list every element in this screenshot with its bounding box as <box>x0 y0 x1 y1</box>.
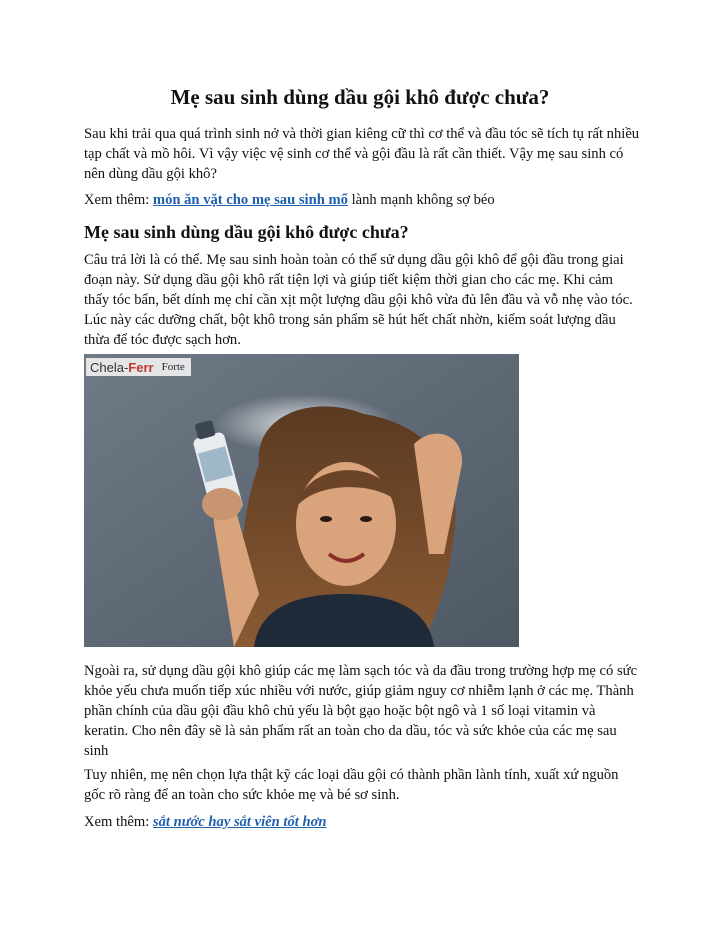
see-more-prefix: Xem thêm: <box>84 192 150 208</box>
intro-paragraph: Sau khi trải qua quá trình sinh nở và thời gian kiêng cữ thì cơ thể và đầu tóc sẽ tích tụ rất nhiều tạp chất và mồ hôi. Vì vậy việc vệ sinh cơ thể và gội đầu là rất cần thiết. Vậy mẹ sau sinh có nên dùng dầu gội khô? <box>84 126 640 182</box>
article-photo <box>84 354 519 647</box>
section-heading: Mẹ sau sinh dùng dầu gội khô được chưa? <box>84 222 409 242</box>
see-more-link-iron[interactable]: sắt nước hay sắt viên tốt hơn <box>152 814 327 830</box>
woman-spraying-dry-shampoo-image <box>84 354 519 647</box>
see-more-line-1 <box>84 190 640 210</box>
see-more-line-2 <box>84 812 640 832</box>
advice-paragraph: Tuy nhiên, mẹ nên chọn lựa thật kỹ các loại dầu gội có thành phần lành tính, xuất xứ nguồn gốc rõ ràng để an toàn cho sức khỏe mẹ và bé sơ sinh. <box>84 767 619 803</box>
see-more-prefix-2: Xem thêm: <box>84 814 150 830</box>
see-more-link-snacks[interactable]: món ăn vặt cho mẹ sau sinh mổ <box>152 192 348 208</box>
page-title: Mẹ sau sinh dùng dầu gội khô được chưa? <box>170 85 550 109</box>
see-more-suffix: lành mạnh không sợ béo <box>351 192 495 208</box>
benefits-paragraph: Ngoài ra, sử dụng dầu gội khô giúp các mẹ làm sạch tóc và da đầu trong trường hợp mẹ có sức khỏe yếu chưa muốn tiếp xúc nhiều với nước, giúp giảm nguy cơ nhiễm lạnh ở các mẹ. Thành phần chính của dầu gội đầu khô chủ yếu là bột gạo hoặc bột ngô và 1 số loại vitamin và keratin. Cho nên đây sẽ là sản phẩm rất an toàn cho da dầu, tóc và sức khỏe của các mẹ sau sinh <box>84 663 638 759</box>
brand-logo: Chela- Ferr Forte <box>86 358 191 376</box>
answer-paragraph: Câu trả lời là có thể. Mẹ sau sinh hoàn toàn có thể sử dụng dầu gội khô để gội đầu trong giai đoạn này. Sử dụng dầu gội khô rất tiện lợi và giúp tiết kiệm thời gian cho các mẹ. Khi cảm thấy tóc bẩn, bết dính mẹ chỉ cần xịt một lượng dầu gội khô vừa đủ lên đầu và vỗ nhẹ vào tóc. Lúc này các dưỡng chất, bột khô trong sản phẩm sẽ hút hết chất nhờn, kiểm soát lượng dầu thừa để tóc được sạch hơn. <box>84 252 633 348</box>
